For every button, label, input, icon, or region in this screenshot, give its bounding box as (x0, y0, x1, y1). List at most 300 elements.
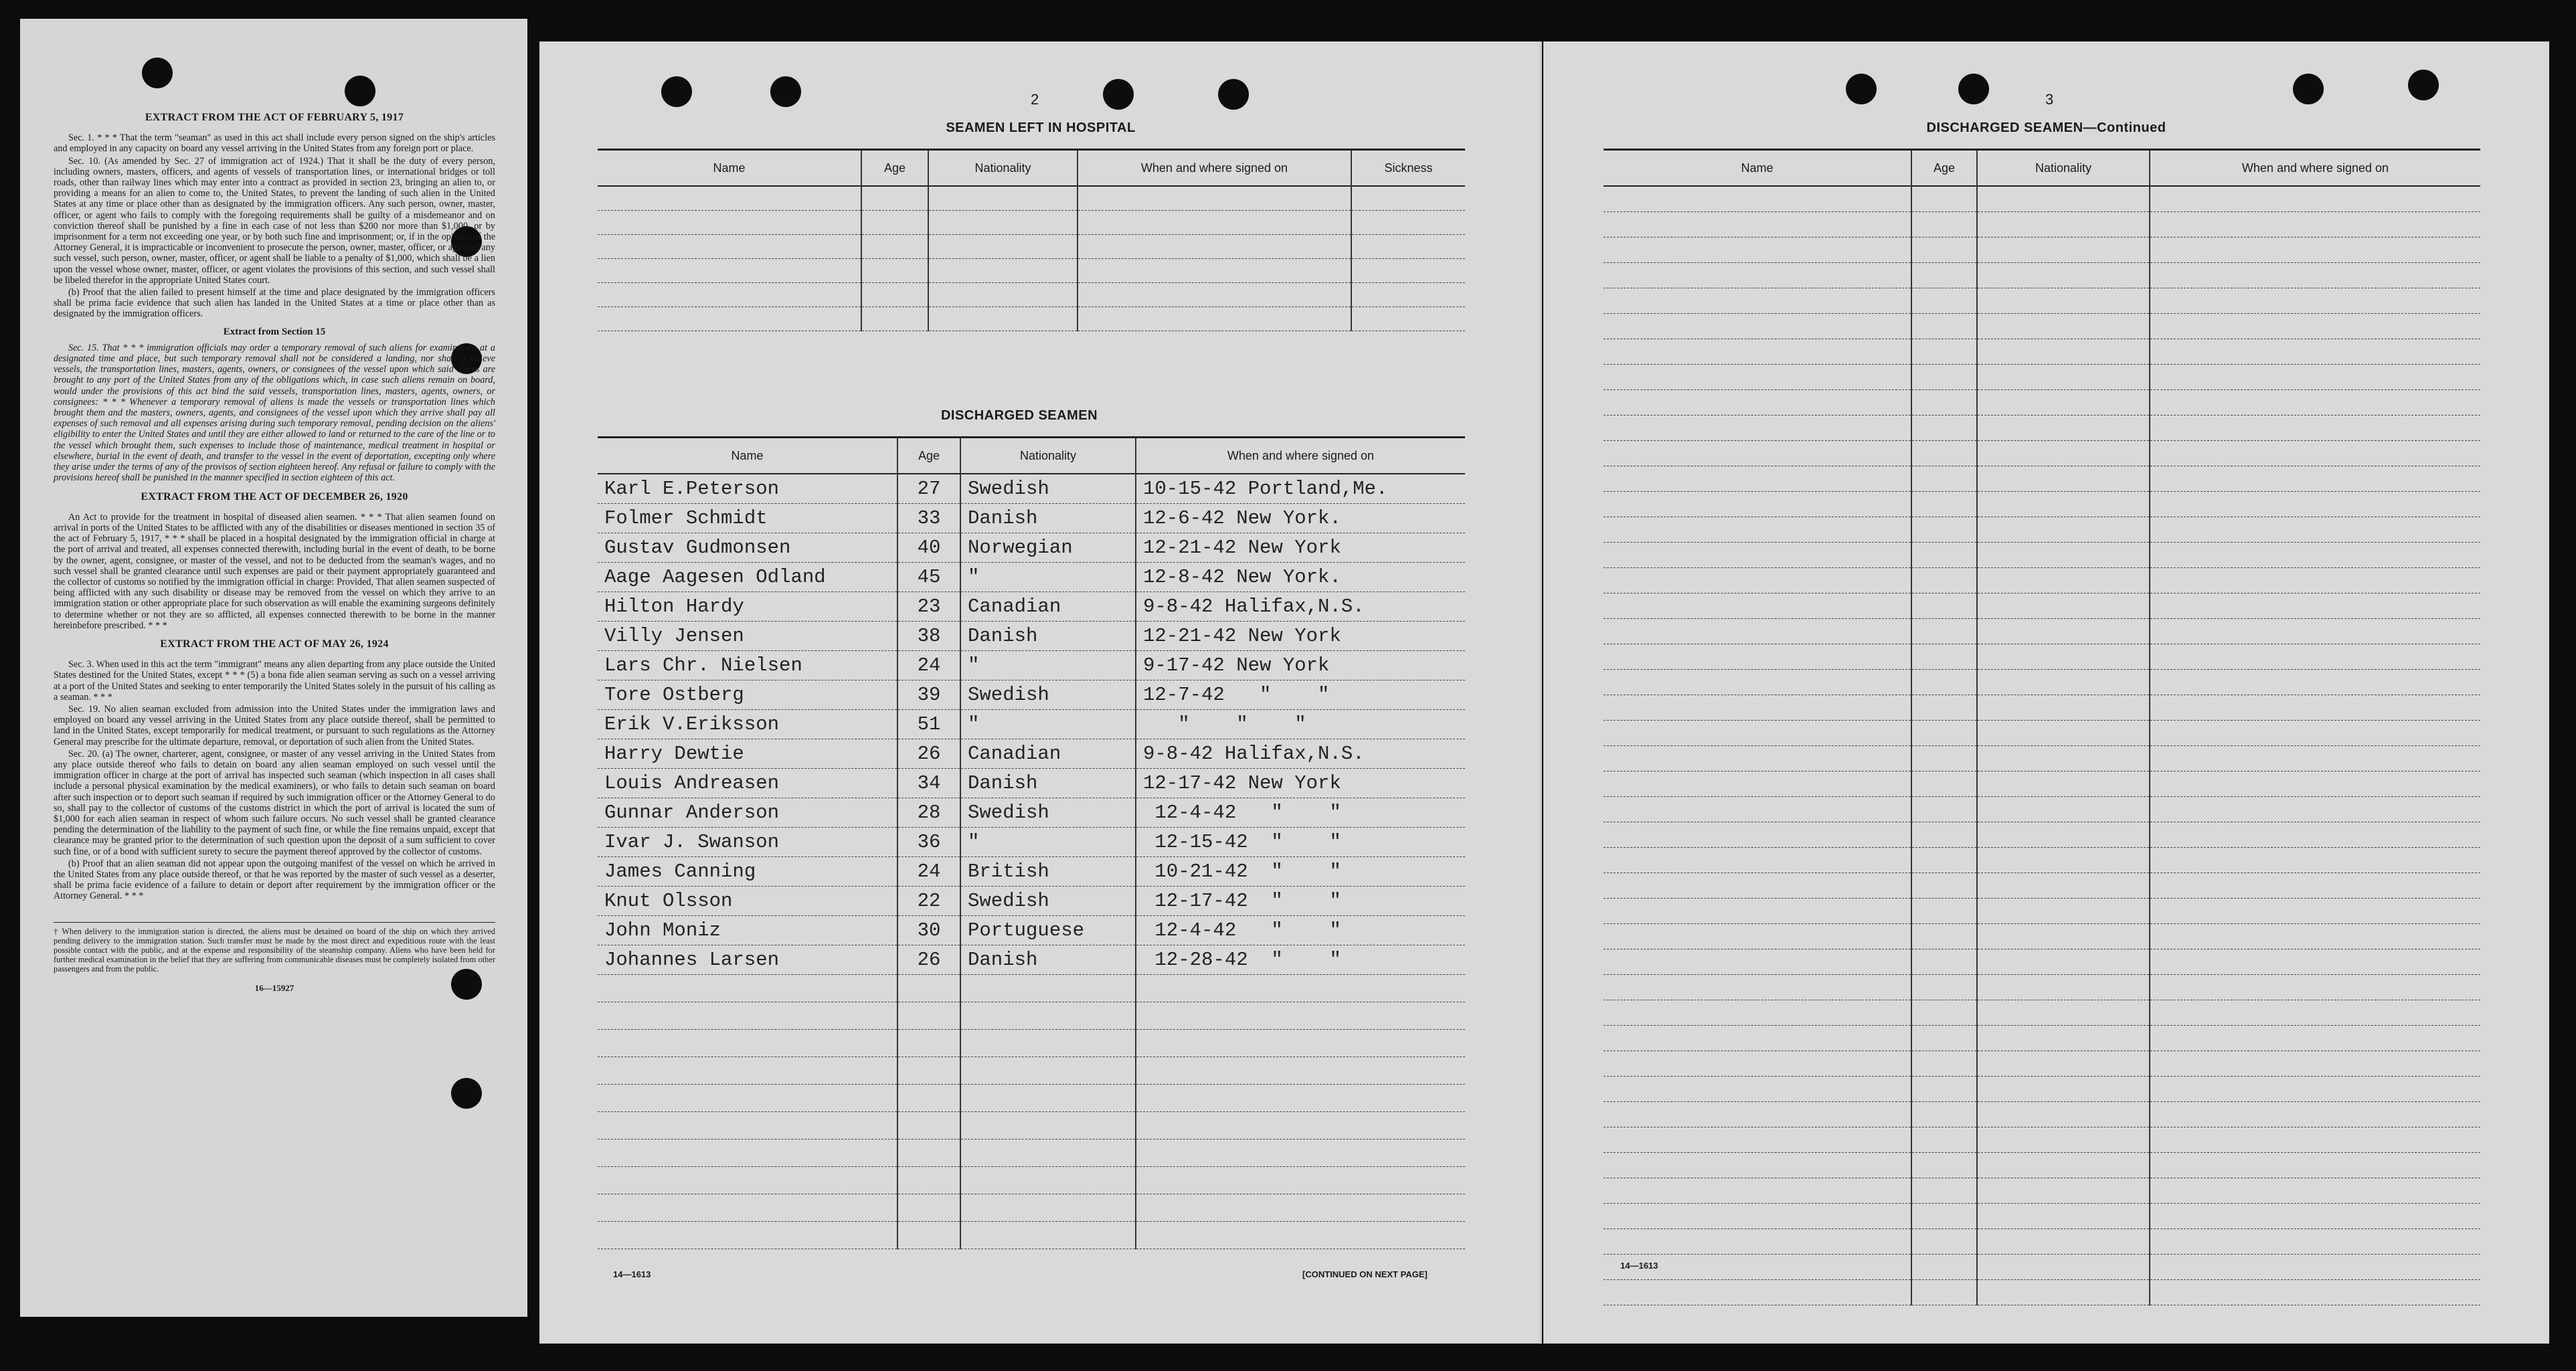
seaman-name: Gustav Gudmonsen (598, 533, 897, 563)
empty-cell (1911, 822, 1977, 848)
empty-cell (598, 1030, 897, 1057)
empty-cell (1977, 1178, 2150, 1204)
empty-cell (1977, 746, 2150, 771)
empty-cell (1911, 492, 1977, 517)
seaman-nationality: " (960, 710, 1136, 739)
empty-cell (598, 1139, 897, 1167)
empty-cell (1911, 416, 1977, 441)
punch-hole (2408, 70, 2439, 100)
seaman-age: 23 (897, 592, 960, 622)
table-row (1604, 746, 2480, 771)
empty-cell (928, 186, 1078, 211)
table-row (1604, 899, 2480, 924)
empty-cell (598, 1112, 897, 1139)
empty-cell (2150, 848, 2480, 873)
empty-cell (2150, 1026, 2480, 1051)
empty-cell (1604, 619, 1911, 644)
table-row (1604, 263, 2480, 288)
seaman-row (598, 474, 1465, 504)
empty-cell (1351, 211, 1465, 235)
table-row (1604, 212, 2480, 238)
legal-paragraph: Sec. 20. (a) The owner, charterer, agent, consignee, or master of any vessel arriving in the United States from any place outside thereof who fails to detain on board any alien seaman employed on such vessel until the immigration officer in charge at the port of arrival has inspected such seaman (which inspection in all cases shall include a personal physical examination by the medical examiners), or who fails to detain such seaman on board after such inspection or to deport such seaman if required by such immigration officer or the Attorney General to do so, shall pay to the collector of customs of the customs district in which the port of arrival is located the sum of $1,000 for each alien seaman in respect of whom such failure occurs. No such vessel shall be granted clearance pending the determination of the liability to the payment of such fine, or while the fine remains unpaid, except that clearance may be granted prior to the determination of such question upon the deposit of a sum sufficient to cover such fine, or of a bond with sufficient surety to secure the payment thereof approved by the collector of customs. (54, 748, 495, 857)
legal-paragraph: (b) Proof that the alien failed to present himself at the time and place designated by the immigration officers shall be prima facie evidence that such alien has landed in the United States at a time or place other than as designated by the immigration officers. (54, 287, 495, 320)
empty-cell (1351, 307, 1465, 331)
seaman-signed-on: 12-21-42 New York (1136, 622, 1465, 651)
empty-cell (1911, 212, 1977, 238)
empty-cell (1351, 186, 1465, 211)
empty-cell (1604, 593, 1911, 619)
seaman-nationality: Swedish (960, 887, 1136, 916)
table-row (598, 1167, 1465, 1194)
punch-hole (661, 76, 692, 107)
empty-cell (928, 235, 1078, 259)
empty-cell (2150, 670, 2480, 695)
empty-cell (1977, 416, 2150, 441)
seaman-age: 26 (897, 945, 960, 975)
empty-cell (1911, 924, 1977, 949)
empty-cell (2150, 1051, 2480, 1077)
empty-cell (1977, 212, 2150, 238)
section-heading: EXTRACT FROM THE ACT OF DECEMBER 26, 1920 (141, 490, 408, 502)
seaman-nationality: " (960, 651, 1136, 680)
empty-cell (897, 1057, 960, 1085)
table-row (1604, 593, 2480, 619)
empty-cell (960, 1222, 1136, 1249)
empty-cell (1136, 975, 1465, 1002)
seaman-row (598, 828, 1465, 857)
legal-paragraph: Sec. 10. (As amended by Sec. 27 of immigration act of 1924.) That it shall be the duty of every person, including owners, masters, officers, and agents of vessels of transportation lines, or international bridges or toll roads, other than railway lines which may enter into a contract as provided in section 23, bringing an alien to, or providing a means for an alien to come to, the United States, to prevent the landing of such alien in the United States at any time or place other than as designated by the immigration officers. Any such person, owner, master, officer, or agent who fails to comply with the foregoing requirements shall be guilty of a misdemeanor and on conviction thereof shall be punished by a fine in each case of not less than $200 nor more than $1,000, or by imprisonment for a term not exceeding one year, or by both such fine and imprisonment; or, if in the opinion of the Attorney General, it is impracticable or inconvenient to prosecute the person, owner, master, officer, or agent of any such vessel, such person, owner, master, officer, or agent shall be liable to a penalty of $1,000, which shall be a lien upon the vessel whose owner, master, officer, or agent violates the provisions of this section, and such vessel shall be libeled therefor in the appropriate United States court. (54, 155, 495, 286)
empty-cell (1604, 899, 1911, 924)
empty-cell (1977, 721, 2150, 746)
empty-cell (1604, 1102, 1911, 1127)
punch-hole (2293, 74, 2324, 104)
table-row (1604, 1255, 2480, 1280)
empty-cell (960, 1167, 1136, 1194)
empty-cell (1604, 873, 1911, 899)
seaman-name: James Canning (598, 857, 897, 887)
empty-cell (1911, 619, 1977, 644)
legal-text (54, 86, 495, 994)
empty-cell (1604, 1204, 1911, 1229)
seaman-age: 24 (897, 651, 960, 680)
punch-hole (142, 58, 173, 88)
table-row (1604, 797, 2480, 822)
table-row (1604, 1153, 2480, 1178)
seaman-signed-on: 12-6-42 New York. (1136, 504, 1465, 533)
empty-cell (1977, 314, 2150, 339)
table-row (1604, 822, 2480, 848)
empty-cell (1604, 1026, 1911, 1051)
empty-cell (1078, 186, 1351, 211)
empty-cell (2150, 1000, 2480, 1026)
empty-cell (2150, 466, 2480, 492)
empty-cell (1911, 848, 1977, 873)
table-row (598, 1194, 1465, 1222)
seaman-name: Ivar J. Swanson (598, 828, 897, 857)
empty-cell (1604, 441, 1911, 466)
table-row (1604, 873, 2480, 899)
empty-cell (897, 1167, 960, 1194)
empty-cell (2150, 186, 2480, 212)
empty-cell (1604, 568, 1911, 593)
empty-cell (1136, 1030, 1465, 1057)
table-row (1604, 466, 2480, 492)
empty-cell (1911, 314, 1977, 339)
empty-cell (598, 1085, 897, 1112)
empty-cell (598, 975, 897, 1002)
empty-cell (1911, 1204, 1977, 1229)
continued-section-title: DISCHARGED SEAMEN—Continued (1926, 120, 2166, 135)
seaman-signed-on: 12-8-42 New York. (1136, 563, 1465, 592)
seaman-row (598, 622, 1465, 651)
discharged-section-title: DISCHARGED SEAMEN (940, 408, 1098, 423)
empty-cell (598, 283, 861, 307)
seaman-nationality: Danish (960, 504, 1136, 533)
table-row (1604, 1102, 2480, 1127)
empty-cell (2150, 695, 2480, 721)
seaman-signed-on: 10-15-42 Portland,Me. (1136, 474, 1465, 504)
empty-cell (1977, 924, 2150, 949)
empty-cell (2150, 1204, 2480, 1229)
table-row (1604, 1026, 2480, 1051)
empty-cell (1351, 235, 1465, 259)
empty-cell (1911, 568, 1977, 593)
seaman-name: Karl E.Peterson (598, 474, 897, 504)
empty-cell (897, 1139, 960, 1167)
empty-cell (1977, 238, 2150, 263)
legal-paragraph: (b) Proof that an alien seaman did not appear upon the outgoing manifest of the vessel on which he arrived in the United States from any place outside thereof, or that he was reported by the master of such vessel as a deserter, shall be prima facie evidence of a failure to detain or deport after requirement by the immigration officer or the Attorney General. * * * (54, 858, 495, 902)
seaman-name: Tore Ostberg (598, 680, 897, 710)
empty-cell (2150, 1255, 2480, 1280)
table-row (598, 307, 1465, 331)
empty-cell (1977, 288, 2150, 314)
table-row (1604, 1127, 2480, 1153)
seaman-row (598, 651, 1465, 680)
empty-cell (861, 211, 928, 235)
empty-cell (1977, 568, 2150, 593)
empty-cell (1977, 186, 2150, 212)
empty-cell (1604, 1127, 1911, 1153)
section-heading: EXTRACT FROM THE ACT OF FEBRUARY 5, 1917 (145, 112, 404, 123)
empty-cell (1911, 771, 1977, 797)
section-heading: EXTRACT FROM THE ACT OF MAY 26, 1924 (160, 638, 389, 650)
legal-extract-sheet (20, 19, 527, 1317)
empty-cell (1977, 949, 2150, 975)
empty-cell (598, 186, 861, 211)
empty-cell (2150, 949, 2480, 975)
empty-cell (2150, 390, 2480, 416)
table-row (1604, 1000, 2480, 1026)
seaman-signed-on: 12-7-42 " " (1136, 680, 1465, 710)
table-row (1604, 365, 2480, 390)
empty-cell (960, 1085, 1136, 1112)
empty-cell (1977, 695, 2150, 721)
manifest-page-3 (1543, 41, 2549, 1344)
seaman-signed-on: 12-28-42 " " (1136, 945, 1465, 975)
empty-cell (1604, 746, 1911, 771)
empty-cell (2150, 238, 2480, 263)
empty-cell (1604, 1000, 1911, 1026)
empty-cell (2150, 492, 2480, 517)
empty-cell (2150, 314, 2480, 339)
seaman-name: Erik V.Eriksson (598, 710, 897, 739)
column-header-signed-on: When and where signed on (1078, 150, 1351, 187)
table-row (1604, 543, 2480, 568)
empty-cell (1977, 1255, 2150, 1280)
table-row (1604, 339, 2480, 365)
empty-cell (1977, 1280, 2150, 1305)
table-row (598, 1222, 1465, 1249)
empty-cell (1604, 238, 1911, 263)
empty-cell (1911, 721, 1977, 746)
empty-cell (1977, 492, 2150, 517)
empty-cell (2150, 593, 2480, 619)
continued-table (1604, 149, 2480, 1305)
empty-cell (1977, 1077, 2150, 1102)
empty-cell (2150, 416, 2480, 441)
punch-hole (451, 1078, 482, 1109)
empty-cell (1604, 492, 1911, 517)
empty-cell (897, 1002, 960, 1030)
empty-cell (1136, 1222, 1465, 1249)
table-row (1604, 670, 2480, 695)
empty-cell (1977, 619, 2150, 644)
empty-cell (1911, 899, 1977, 924)
empty-cell (1604, 314, 1911, 339)
empty-cell (598, 1194, 897, 1222)
empty-cell (897, 1222, 960, 1249)
empty-cell (1604, 975, 1911, 1000)
empty-cell (1977, 1102, 2150, 1127)
empty-cell (1911, 365, 1977, 390)
seaman-name: Knut Olsson (598, 887, 897, 916)
seaman-nationality: Danish (960, 945, 1136, 975)
seaman-age: 30 (897, 916, 960, 945)
empty-cell (1604, 797, 1911, 822)
empty-cell (2150, 771, 2480, 797)
seaman-age: 22 (897, 887, 960, 916)
empty-cell (960, 975, 1136, 1002)
empty-cell (1078, 283, 1351, 307)
column-header-signed-on: When and where signed on (2150, 150, 2480, 187)
table-row (1604, 314, 2480, 339)
empty-cell (598, 1167, 897, 1194)
empty-cell (1911, 1127, 1977, 1153)
table-row (598, 1139, 1465, 1167)
empty-cell (1136, 1112, 1465, 1139)
column-header-name: Name (598, 150, 861, 187)
seaman-nationality: Swedish (960, 680, 1136, 710)
empty-cell (1911, 517, 1977, 543)
empty-cell (1604, 721, 1911, 746)
column-header-age: Age (897, 438, 960, 474)
empty-cell (861, 186, 928, 211)
seaman-age: 39 (897, 680, 960, 710)
seaman-row (598, 739, 1465, 769)
form-code: 14—1613 (613, 1269, 651, 1279)
empty-cell (2150, 873, 2480, 899)
seaman-row (598, 533, 1465, 563)
empty-cell (1977, 1026, 2150, 1051)
empty-cell (960, 1002, 1136, 1030)
empty-cell (598, 1057, 897, 1085)
discharged-header-row (598, 438, 1465, 474)
empty-cell (1604, 822, 1911, 848)
empty-cell (1604, 695, 1911, 721)
seaman-nationality: " (960, 828, 1136, 857)
seaman-age: 33 (897, 504, 960, 533)
form-number: 16—15927 (254, 982, 294, 993)
page-number: 2 (1031, 91, 1039, 108)
empty-cell (2150, 568, 2480, 593)
table-row (1604, 492, 2480, 517)
table-row (598, 186, 1465, 211)
empty-cell (2150, 543, 2480, 568)
empty-cell (928, 259, 1078, 283)
empty-cell (1911, 1026, 1977, 1051)
seaman-nationality: Swedish (960, 474, 1136, 504)
table-row (1604, 517, 2480, 543)
punch-hole (1846, 74, 1877, 104)
empty-cell (1911, 873, 1977, 899)
seaman-age: 45 (897, 563, 960, 592)
table-row (1604, 1280, 2480, 1305)
punch-hole (1958, 74, 1989, 104)
empty-cell (1078, 259, 1351, 283)
continued-header-row (1604, 150, 2480, 187)
table-row (1604, 1229, 2480, 1255)
table-row (598, 1002, 1465, 1030)
seaman-nationality: Portuguese (960, 916, 1136, 945)
discharged-table (598, 436, 1465, 1249)
table-row (598, 259, 1465, 283)
table-row (1604, 568, 2480, 593)
seaman-row (598, 592, 1465, 622)
empty-cell (1977, 644, 2150, 670)
empty-cell (598, 1222, 897, 1249)
seaman-age: 51 (897, 710, 960, 739)
empty-cell (1911, 1077, 1977, 1102)
empty-cell (1977, 1127, 2150, 1153)
empty-cell (1136, 1139, 1465, 1167)
empty-cell (1977, 1051, 2150, 1077)
empty-cell (1911, 288, 1977, 314)
legal-paragraph: An Act to provide for the treatment in hospital of diseased alien seamen. * * * That alien seamen found on arrival in ports of the United States to be afflicted with any of the disabilities or diseases mentioned in section 35 of the act of February 5, 1917, * * * shall be placed in a hospital designated by the immigration official in charge at the port of arrival and treated, all expenses connected therewith, including burial in the event of death, to be borne by the owner, agent, consignee, or master of the vessel, and not to be deducted from the seaman's wages, and no such vessel shall be granted clearance until such expenses are paid or their payment appropriately guaranteed and the collector of customs so notified by the immigration official in charge: Provided, That alien seamen suspected of being afflicted with any such disability or disease may be removed from the vessel on which they arrive to an immigration station or other appropriate place for such observation as will enable the examining surgeons definitely to determine whether or not they are so afflicted, all expenses connected therewith to be borne in the manner hereinbefore prescribed. * * * (54, 511, 495, 631)
seaman-name: Gunnar Anderson (598, 798, 897, 828)
empty-cell (1604, 390, 1911, 416)
punch-hole (1103, 79, 1134, 110)
empty-cell (897, 1194, 960, 1222)
seaman-signed-on: 12-4-42 " " (1136, 916, 1465, 945)
seaman-row (598, 563, 1465, 592)
table-row (1604, 416, 2480, 441)
empty-cell (1136, 1167, 1465, 1194)
seaman-row (598, 887, 1465, 916)
seaman-signed-on: 12-15-42 " " (1136, 828, 1465, 857)
column-header-name: Name (1604, 150, 1911, 187)
empty-cell (2150, 619, 2480, 644)
empty-cell (1977, 441, 2150, 466)
hospital-section-title: SEAMEN LEFT IN HOSPITAL (946, 120, 1136, 135)
column-header-age: Age (861, 150, 928, 187)
seaman-signed-on: 12-21-42 New York (1136, 533, 1465, 563)
empty-cell (1911, 1153, 1977, 1178)
empty-cell (1604, 1280, 1911, 1305)
empty-cell (1911, 543, 1977, 568)
empty-cell (897, 1112, 960, 1139)
legal-paragraph: Sec. 3. When used in this act the term "immigrant" means any alien departing from any place outside the United States destined for the United States, except * * * (5) a bona fide alien seaman serving as such on a vessel arriving at a port of the United States and seeking to enter temporarily the United States solely in the pursuit of his calling as a seaman. * * * (54, 659, 495, 703)
empty-cell (897, 975, 960, 1002)
empty-cell (2150, 517, 2480, 543)
table-row (1604, 975, 2480, 1000)
seaman-name: Lars Chr. Nielsen (598, 651, 897, 680)
empty-cell (960, 1194, 1136, 1222)
legal-paragraph: Sec. 19. No alien seaman excluded from admission into the United States under the immigration laws and employed on board any vessel arriving in the United States from any place outside thereof, shall be permitted to land in the United States, except temporarily for medical treatment, or pursuant to such regulations as the Attorney General may prescribe for the ultimate departure, removal, or deportation of such alien from the United States. (54, 703, 495, 747)
empty-cell (2150, 975, 2480, 1000)
seaman-nationality: " (960, 563, 1136, 592)
table-row (598, 1030, 1465, 1057)
empty-cell (1911, 644, 1977, 670)
empty-cell (598, 259, 861, 283)
column-header-nationality: Nationality (928, 150, 1078, 187)
empty-cell (1977, 848, 2150, 873)
seaman-signed-on: 10-21-42 " " (1136, 857, 1465, 887)
empty-cell (2150, 899, 2480, 924)
empty-cell (1136, 1085, 1465, 1112)
empty-cell (1977, 1204, 2150, 1229)
table-row (1604, 441, 2480, 466)
column-header-sickness: Sickness (1351, 150, 1465, 187)
continued-note: [CONTINUED ON NEXT PAGE] (1302, 1269, 1428, 1279)
seaman-row (598, 916, 1465, 945)
seaman-row (598, 857, 1465, 887)
table-row (1604, 619, 2480, 644)
seaman-row (598, 504, 1465, 533)
empty-cell (1911, 797, 1977, 822)
empty-cell (1911, 670, 1977, 695)
empty-cell (1911, 441, 1977, 466)
hospital-header-row (598, 150, 1465, 187)
empty-cell (861, 307, 928, 331)
seaman-nationality: Danish (960, 622, 1136, 651)
empty-cell (1911, 1000, 1977, 1026)
empty-cell (1977, 339, 2150, 365)
empty-cell (1136, 1194, 1465, 1222)
empty-cell (1977, 670, 2150, 695)
seaman-row (598, 769, 1465, 798)
legal-paragraph: Sec. 1. * * * That the term "seaman" as used in this act shall include every person signed on the ship's articles and employed in any capacity on board any vessel arriving in the United States from any foreign port or place. (54, 132, 495, 155)
seaman-name: Villy Jensen (598, 622, 897, 651)
table-row (1604, 1178, 2480, 1204)
empty-cell (1911, 1051, 1977, 1077)
seaman-age: 38 (897, 622, 960, 651)
empty-cell (1911, 339, 1977, 365)
empty-cell (2150, 1229, 2480, 1255)
table-row (1604, 1204, 2480, 1229)
seaman-name: Aage Aagesen Odland (598, 563, 897, 592)
table-row (1604, 848, 2480, 873)
empty-cell (598, 307, 861, 331)
empty-cell (1977, 975, 2150, 1000)
column-header-signed-on: When and where signed on (1136, 438, 1465, 474)
empty-cell (1977, 466, 2150, 492)
seaman-nationality: Swedish (960, 798, 1136, 828)
empty-cell (2150, 339, 2480, 365)
column-header-age: Age (1911, 150, 1977, 187)
empty-cell (2150, 721, 2480, 746)
table-row (1604, 949, 2480, 975)
empty-cell (1136, 1057, 1465, 1085)
